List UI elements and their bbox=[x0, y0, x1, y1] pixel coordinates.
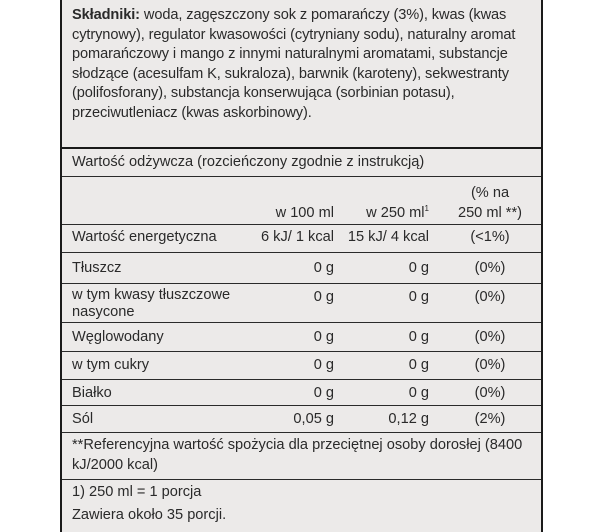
header-per-100ml: w 100 ml bbox=[275, 205, 334, 221]
row-per100-fat: 0 g bbox=[313, 260, 334, 276]
table-end-divider bbox=[62, 432, 541, 433]
row-ref-salt: (2%) bbox=[474, 411, 506, 427]
row-divider bbox=[62, 322, 541, 323]
ingredients-heading: Składniki: bbox=[72, 7, 140, 23]
row-name-salt: Sól bbox=[72, 411, 94, 427]
row-per100-energy: 6 kJ/ 1 kcal bbox=[261, 229, 334, 245]
footnote-divider bbox=[62, 479, 541, 480]
ingredients-text: woda, zagęszczony sok z pomarańczy (3%), kwas (kwas cytrynowy), regulator kwasowości (cytrynianу sodu), naturalny aromat pomarańczowy i mango z innymi naturalnymi aromatami, substancje słodzące (acesulfam K, sukraloza), barwnik (karoteny), sekwestranty (polifosforany), substancja konserwująca (sorbinian potasu), przeciwutleniacz (kwas askorbinowy). bbox=[72, 7, 516, 121]
ingredients-paragraph bbox=[72, 6, 532, 124]
row-per250-salt: 0,12 g bbox=[388, 411, 429, 427]
header-reference-line2: 250 ml **) bbox=[457, 205, 523, 221]
header-per-250ml bbox=[339, 205, 429, 222]
row-divider bbox=[62, 252, 541, 253]
nutrition-title: Wartość odżywcza (rozcieńczony zgodnie z instrukcją) bbox=[72, 154, 425, 170]
row-divider bbox=[62, 283, 541, 284]
row-ref-sugars: (0%) bbox=[474, 357, 506, 373]
row-per250-saturated-fat: 0 g bbox=[408, 289, 429, 305]
row-divider bbox=[62, 379, 541, 380]
row-divider bbox=[62, 351, 541, 352]
row-per250-carbohydrates: 0 g bbox=[408, 329, 429, 345]
row-ref-carbohydrates: (0%) bbox=[474, 329, 506, 345]
row-ref-protein: (0%) bbox=[474, 385, 506, 401]
nutrition-label bbox=[60, 0, 543, 532]
row-ref-fat: (0%) bbox=[474, 260, 506, 276]
row-per250-sugars: 0 g bbox=[408, 357, 429, 373]
row-per250-energy: 15 kJ/ 4 kcal bbox=[347, 229, 429, 245]
row-divider bbox=[62, 405, 541, 406]
row-name-carbohydrates: Węglowodany bbox=[72, 329, 164, 345]
row-ref-energy: (<1%) bbox=[470, 229, 510, 245]
row-name-fat: Tłuszcz bbox=[72, 260, 122, 276]
section-divider bbox=[62, 147, 541, 149]
row-per250-protein: 0 g bbox=[408, 385, 429, 401]
row-name-saturated-fat: w tym kwasy tłuszczowe nasycone bbox=[72, 287, 231, 320]
row-per100-protein: 0 g bbox=[313, 385, 334, 401]
header-reference-line1: (% na bbox=[470, 185, 510, 201]
row-name-protein: Białko bbox=[72, 385, 112, 401]
row-per100-sugars: 0 g bbox=[313, 357, 334, 373]
row-per250-fat: 0 g bbox=[408, 260, 429, 276]
row-name-sugars: w tym cukry bbox=[72, 357, 150, 373]
reference-intake-note: **Referencyjna wartość spożycia dla przeciętnej osoby dorosłej (8400 kJ/2000 kcal) bbox=[72, 437, 523, 473]
row-per100-saturated-fat: 0 g bbox=[313, 289, 334, 305]
row-per100-carbohydrates: 0 g bbox=[313, 329, 334, 345]
row-name-energy: Wartość energetyczna bbox=[72, 229, 217, 245]
title-divider bbox=[62, 176, 541, 177]
row-per100-salt: 0,05 g bbox=[293, 411, 334, 427]
row-ref-saturated-fat: (0%) bbox=[474, 289, 506, 305]
servings-note: Zawiera około 35 porcji. bbox=[72, 507, 227, 523]
portion-note: 1) 250 ml = 1 porcja bbox=[72, 484, 202, 500]
header-divider bbox=[62, 224, 541, 225]
header-per-250ml-label: w 250 ml bbox=[366, 205, 425, 221]
footnote-marker: 1 bbox=[424, 204, 429, 214]
